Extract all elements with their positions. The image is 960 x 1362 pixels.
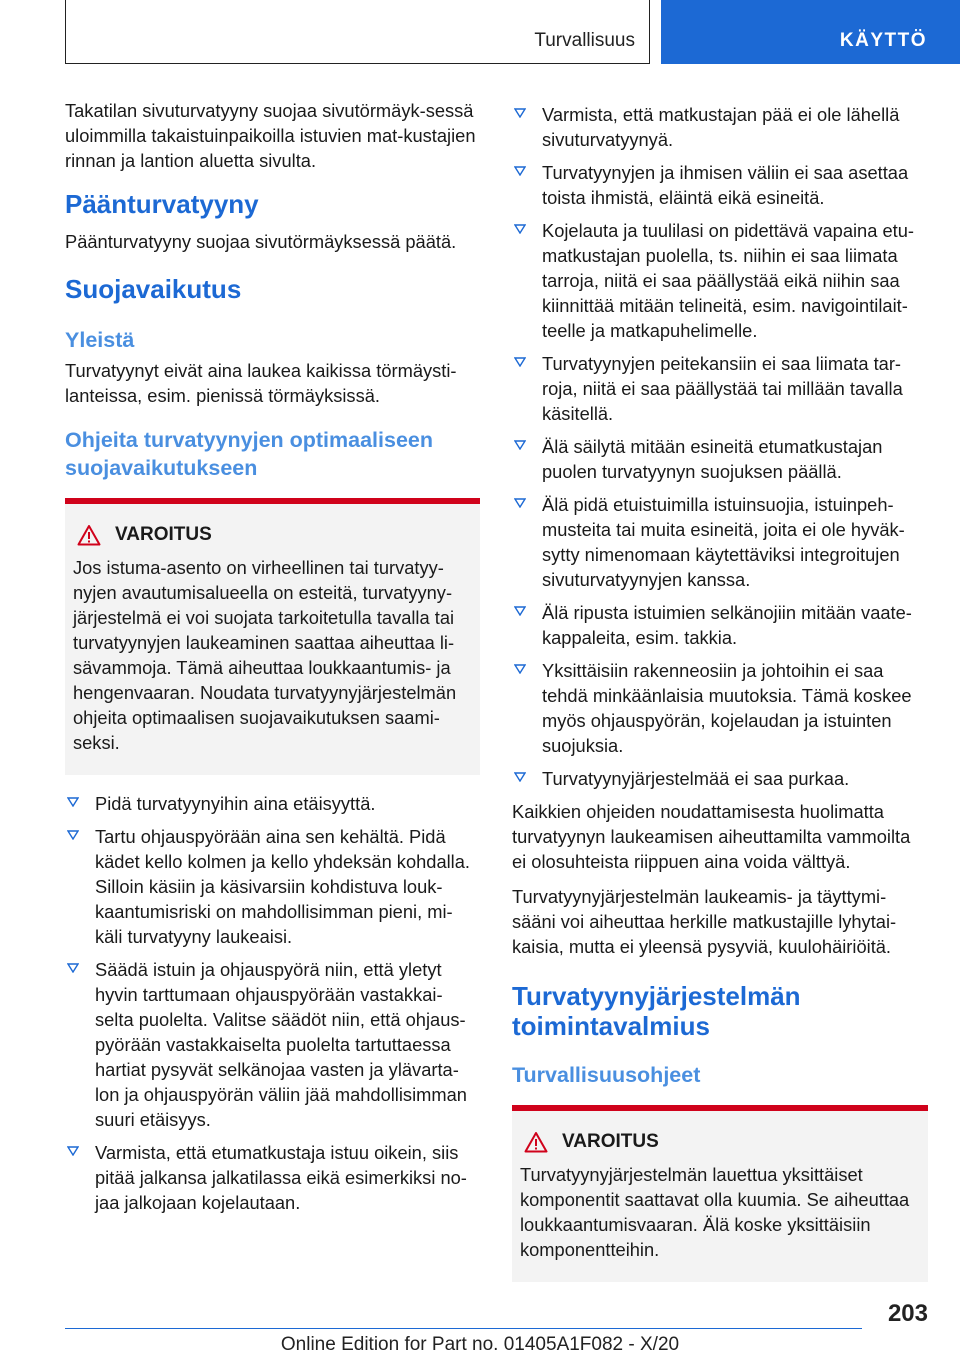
list-item: [65, 957, 480, 1132]
list-item-text: Älä pidä etuistuimilla istuinsuojia, istuinpeh-musteita tai muita esineitä, joita ei ole hyväk-sytty nimenomaan käytettäviksi integroitujen sivuturvatyynyjen kanssa.: [542, 494, 905, 590]
intro-paragraph: Takatilan sivuturvatyyny suojaa sivutörmäyk-sessä uloimmilla takaistuinpaikoilla istuvien mat-kustajien rinnan ja lantion aluetta sivulta.: [65, 100, 476, 171]
warning-text: Turvatyynyjärjestelmän lauettua yksittäiset komponentit saattavat olla kuumia. Se aiheuttaa loukkaantumisvaaran. Älä koske yksittäisiin komponentteihin.: [520, 1164, 910, 1260]
list-item-text: Pidä turvatyynyihin aina etäisyyttä.: [95, 793, 376, 814]
heading-general: Yleistä: [65, 328, 135, 352]
instruction-list-continued: [512, 102, 928, 791]
list-item: [512, 434, 928, 484]
warning-box: [65, 504, 480, 775]
triangle-bullet-icon: [514, 440, 526, 450]
heading-safety-instructions: Turvallisuusohjeet: [512, 1063, 701, 1087]
list-item-text: Varmista, että matkustajan pää ei ole lähellä sivuturvatyynyä.: [542, 104, 900, 150]
footer-edition: Online Edition for Part no. 01405A1F082 - X/20: [280, 1334, 680, 1355]
header-chapter-title: KÄYTTÖ: [839, 30, 927, 51]
list-item: [512, 102, 928, 152]
instruction-list: [65, 791, 480, 1215]
list-item-text: Yksittäisiin rakenneosiin ja johtoihin ei saa tehdä minkäänlaisia muutoksia. Tämä koskee myös ohjauspyörän, kojelaudan ja istuinten suojuksia.: [542, 660, 912, 756]
list-item-text: Turvatyynyjen peitekansiin ei saa liimata tar-roja, niitä ei saa päällystää tai millään tavalla käsitellä.: [542, 353, 903, 424]
triangle-bullet-icon: [67, 830, 79, 840]
triangle-bullet-icon: [514, 772, 526, 782]
heading-system-readiness: Turvatyynyjärjestelmän toimintavalmius: [512, 981, 801, 1041]
warning-title: VAROITUS: [562, 1131, 659, 1152]
general-paragraph: Turvatyynyt eivät aina laukea kaikissa törmäysti-lanteissa, esim. pienissä törmäyksissä.: [65, 360, 457, 406]
triangle-bullet-icon: [67, 797, 79, 807]
triangle-bullet-icon: [514, 108, 526, 118]
warning-title: VAROITUS: [115, 524, 212, 545]
list-item: [65, 824, 480, 949]
triangle-bullet-icon: [67, 1146, 79, 1156]
list-item-text: Älä ripusta istuimien selkänojiin mitään vaate-kappaleita, esim. takkia.: [542, 602, 912, 648]
triangle-bullet-icon: [514, 166, 526, 176]
list-item-text: Varmista, että etumatkustaja istuu oikein, siis pitää jalkansa jalkatilassa eikä esimerkiksi no-jaa jalkojaan kojelautaan.: [95, 1142, 467, 1213]
head-airbag-paragraph: Päänturvatyyny suojaa sivutörmäyksessä päätä.: [65, 231, 457, 252]
warning-triangle-icon: [524, 1131, 548, 1153]
list-item: [512, 160, 928, 210]
list-item-text: Älä säilytä mitään esineitä etumatkustajan puolen turvatyynyn suojuksen päällä.: [542, 436, 883, 482]
list-item-text: Kojelauta ja tuulilasi on pidettävä vapaina etu-matkustajan puolella, ts. niihin ei saa liimata tarroja, niitä ei saa päällystää eikä niihin saa kiinnittää mitään telineitä, esim. navigointilait-teelle ja matkapuhelimelle.: [542, 220, 914, 341]
header-section-title: Turvallisuus: [534, 30, 635, 51]
list-item: [512, 218, 928, 343]
list-item: [512, 492, 928, 592]
heading-protective-effect: Suojavaikutus: [65, 274, 242, 304]
footer-divider: [65, 1328, 862, 1329]
left-column: [65, 98, 480, 1223]
triangle-bullet-icon: [514, 606, 526, 616]
triangle-bullet-icon: [514, 664, 526, 674]
triangle-bullet-icon: [514, 357, 526, 367]
list-item: [65, 791, 480, 816]
list-item-text: Säädä istuin ja ohjauspyörä niin, että yletyt hyvin tarttumaan ohjauspyörään vastakkai-selta puolelta. Valitse säädöt niin, että ohjaus-pyörään vastakkaiselta puolelta tartuttaessa hartiat pysyvät selkänojaa vasten ja ylävarta-lon ja ohjauspyörän väliin jää mahdollisimman suuri etäisyys.: [95, 959, 467, 1130]
warning-header: [524, 1129, 918, 1154]
warning-header: [77, 522, 470, 547]
list-item: [512, 600, 928, 650]
list-item: [512, 658, 928, 758]
list-item: [65, 1140, 480, 1215]
page-number: 203: [887, 1300, 928, 1327]
list-item: [512, 766, 928, 791]
heading-instructions: Ohjeita turvatyynyjen optimaaliseen suojavaikutukseen: [65, 428, 434, 480]
triangle-bullet-icon: [67, 963, 79, 973]
header-box: [65, 0, 650, 64]
triangle-bullet-icon: [514, 224, 526, 234]
warning-text: Jos istuma-asento on virheellinen tai turvatyy-nyjen avautumisalueella on esteitä, turvatyyny-järjestelmä ei voi suojata tarkoitetulla tavalla tai turvatyynyjen laukeaminen saattaa aiheuttaa li-sävammoja. Tämä aiheuttaa loukkaantumis- ja hengenvaaran. Noudata turvatyynyjärjestelmän ohjeita optimaalisen suojavaikutuksen saami-seksi.: [73, 557, 457, 753]
heading-head-airbag: Päänturvatyyny: [65, 189, 259, 219]
hearing-paragraph: Turvatyynyjärjestelmän laukeamis- ja täyttymi-sääni voi aiheuttaa herkille matkustajille lyhytai-kaisia, mutta ei yleensä pysyviä, kuulohäiriöitä.: [512, 886, 897, 957]
list-item-text: Turvatyynyjen ja ihmisen väliin ei saa asettaa toista ihmistä, eläintä eikä esineitä.: [542, 162, 909, 208]
triangle-bullet-icon: [514, 498, 526, 508]
list-item: [512, 351, 928, 426]
warning-box: [512, 1111, 928, 1282]
notice-paragraph: Kaikkien ohjeiden noudattamisesta huolimatta turvatyynyn laukeamisen aiheuttamilta vammoilta ei olosuhteista riippuen aina voida välttyä.: [512, 801, 911, 872]
list-item-text: Tartu ohjauspyörään aina sen kehältä. Pidä kädet kello kolmen ja kello yhdeksän kohdalla. Silloin käsiin ja käsivarsiin kohdistuva louk-kaantumisriski on mahdollisimman pieni, mi-käli turvatyyny laukeaisi.: [95, 826, 470, 947]
right-column: [512, 98, 928, 1282]
header-chapter-tab: [661, 0, 960, 64]
list-item-text: Turvatyynyjärjestelmää ei saa purkaa.: [542, 768, 850, 789]
warning-triangle-icon: [77, 524, 101, 546]
